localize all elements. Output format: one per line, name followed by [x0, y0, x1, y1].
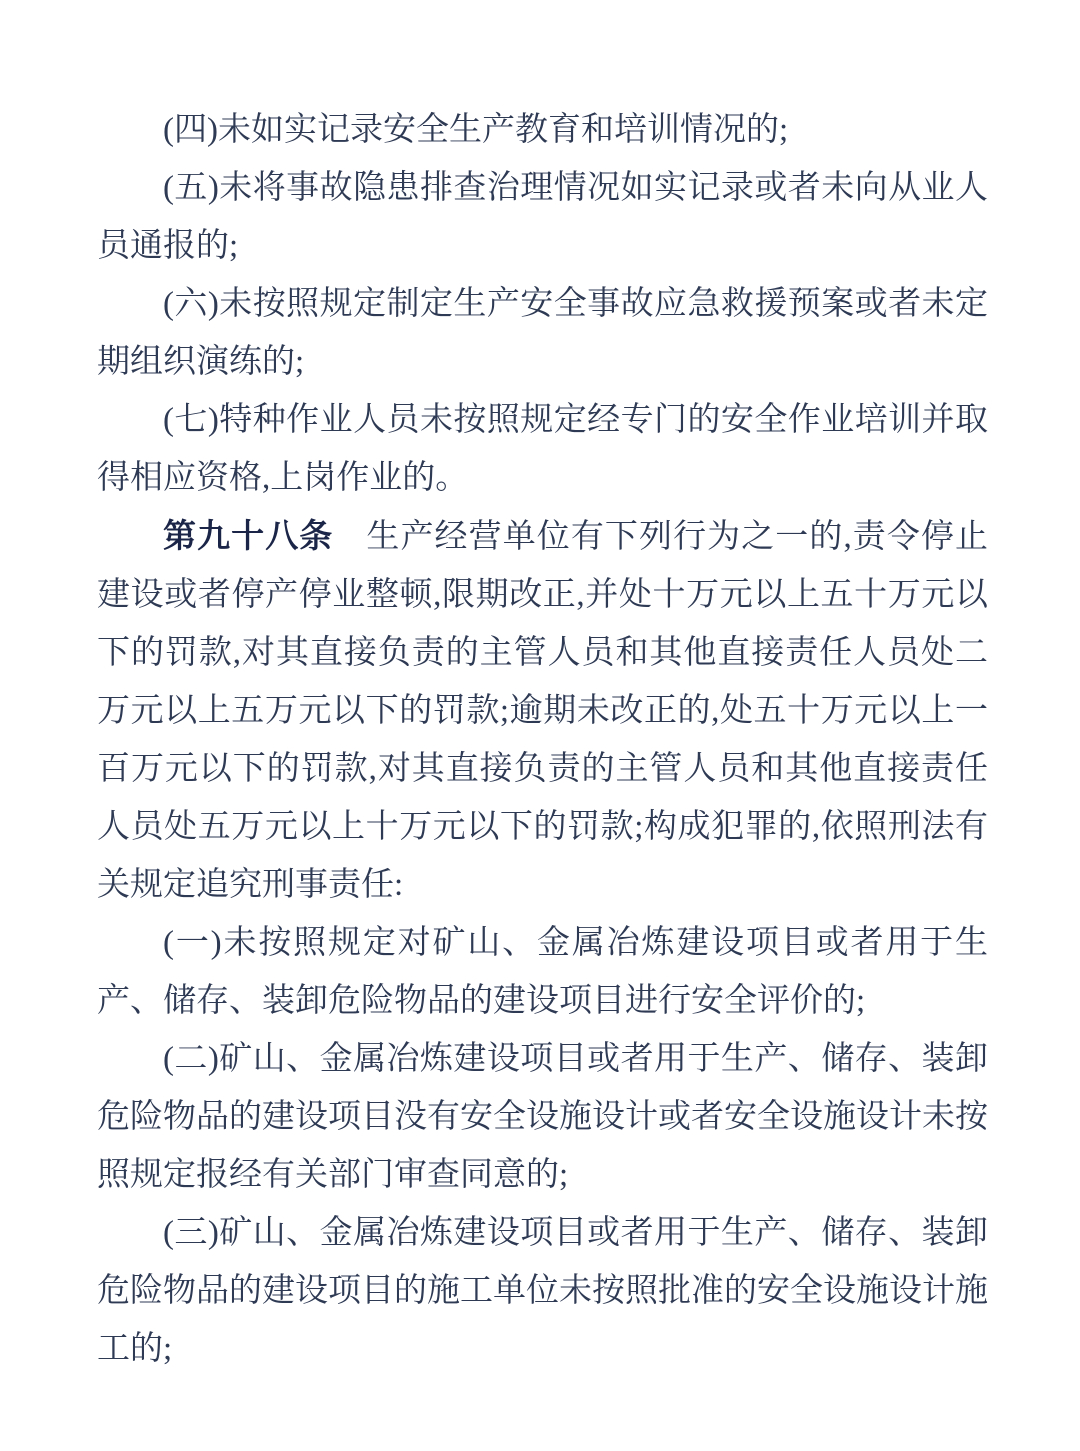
clause-item-5: (五)未将事故隐患排查治理情况如实记录或者未向从业人员通报的; — [97, 170, 988, 264]
article-98-body-text: 生产经营单位有下列行为之一的,责令停止建设或者停产停业整顿,限期改正,并处十万元以上五十万元以下的罚款,对其直接负责的主管人员和其他直接责任人员处二万元以上五万元以下的罚款;逾期未改正的,处五十万元以上一百万元以下的罚款,对其直接负责的主管人员和其他直接责任人员处五万元以上十万元以下的罚款;构成犯罪的,依照刑法有关规定追究刑事责任: — [97, 519, 989, 903]
clause-item-4: (四)未如实记录安全生产教育和培训情况的; — [163, 112, 789, 148]
article-text-block — [97, 101, 988, 1378]
article-98-paragraph — [97, 507, 988, 914]
clause-item-6: (六)未按照规定制定生产安全事故应急救援预案或者未定期组织演练的; — [97, 286, 988, 380]
clause-item-2: (二)矿山、金属冶炼建设项目或者用于生产、储存、装卸危险物品的建设项目没有安全设施设计或者安全设施设计未按照规定报经有关部门审查同意的; — [97, 1041, 988, 1193]
clause-item-7: (七)特种作业人员未按照规定经专门的安全作业培训并取得相应资格,上岗作业的。 — [97, 402, 988, 496]
article-number-label: 第九十八条 — [163, 517, 334, 554]
clause-item-1: (一)未按照规定对矿山、金属冶炼建设项目或者用于生产、储存、装卸危险物品的建设项目进行安全评价的; — [97, 925, 988, 1019]
clause-item-3: (三)矿山、金属冶炼建设项目或者用于生产、储存、装卸危险物品的建设项目的施工单位未按照批准的安全设施设计施工的; — [97, 1215, 988, 1367]
